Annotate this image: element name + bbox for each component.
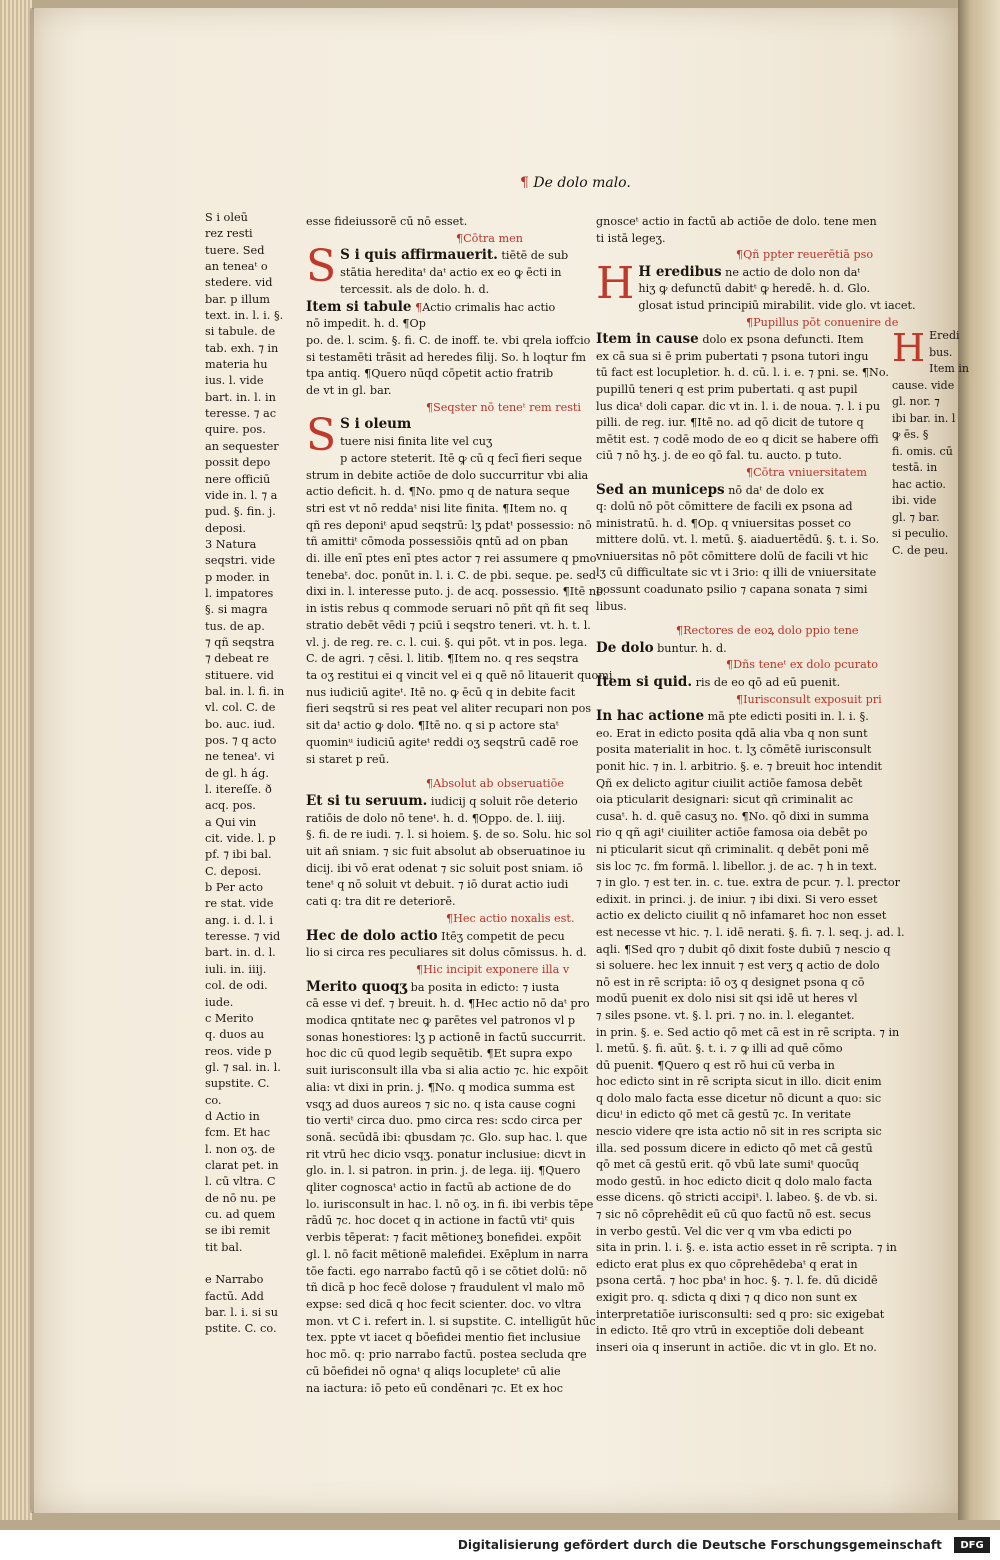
margin-note-line: se ibi remit [205, 1224, 271, 1238]
text-line: ⁊ sic nō cōprehēdit eū cū quo factū nō est. secus [596, 1208, 871, 1222]
text-line: pilli. de reg. iur. ¶Itē no. ad qō dicit de tutore q [596, 416, 864, 430]
margin-note-line: reos. vide p [205, 1044, 272, 1058]
margin-note-line: iuli. in. iiij. [205, 962, 267, 976]
text-line: vsqʒ ad duos aureos ⁊ sic no. q ista cause cogni [306, 1097, 576, 1111]
text-line: si staret p reū. [306, 752, 390, 766]
text-line: tñ amittiᵗ cōmoda possessiōis qntū ad on pban [306, 535, 569, 549]
margin-note-line: possit depo [205, 456, 271, 470]
text-line: modica qntitate nec ꝙ parētes vel patronos vl p [306, 1014, 576, 1028]
text-line: cati q: tra dit re deteriorē. [306, 895, 456, 909]
margin-note-line: tab. exh. ⁊ in [205, 341, 279, 355]
section-heading: Sed an municeps [596, 481, 725, 498]
section-heading: In hac actione [596, 708, 705, 725]
text-line: rit vtrū hec dicio vsqʒ. ponatur inclusiue: dicvt in [306, 1147, 586, 1161]
text-line: nō est in rē scripta: iō oʒ q designet psona q cō [596, 975, 865, 989]
margin-note-line: co. [205, 1093, 222, 1107]
margin-note-line: an sequester [205, 439, 279, 453]
margin-note-line: pstite. C. co. [205, 1322, 277, 1336]
footer-bar [0, 1530, 1000, 1560]
text-line: lus dicaᵗ doli capar. dic vt in. l. i. de noua. ⁊. l. i pu [596, 399, 881, 413]
section-heading: S i quis affirmauerit. [340, 247, 498, 264]
margin-note-line: bar. p illum [205, 292, 270, 306]
text-line: psona certā. ⁊ hoc pbaᵗ in hoc. §. ⁊. l. fe. dū dicidē [596, 1274, 878, 1288]
text-line: cā esse vi def. ⁊ breuit. h. d. ¶Hec actio nō daᵗ pro [306, 997, 590, 1011]
text-line: ibi. vide [892, 494, 937, 507]
margin-note-line: an teneaᵗ o [205, 260, 268, 274]
text-line: quominᵘ iudiciū agiteᵗ reddi oʒ seqstrū cadē roe [306, 735, 579, 749]
margin-note-line: bart. in. d. l. [205, 946, 276, 960]
margin-note-line: 3 Natura [205, 537, 257, 551]
margin-note-line: acq. pos. [205, 799, 256, 813]
margin-note-line: quire. pos. [205, 423, 266, 437]
text-line: inseri oia q inserunt in actiōe. dic vt in glo. Et no. [596, 1340, 877, 1354]
text-line: dixi in. l. interesse puto. j. de acq. possessio. ¶Itē no. [306, 585, 607, 599]
margin-note-line: ius. l. vide [205, 374, 264, 388]
text-line: sit daᵗ actio ꝙ dolo. ¶Itē no. q si p actore staᵗ [306, 719, 559, 733]
margin-note-line: fcm. Et hac [205, 1126, 271, 1140]
rubric: ¶Qñ ppter reuerētiā pso [736, 248, 874, 262]
margin-note-line: tuere. Sed [205, 243, 265, 257]
text-line: mētit est. ⁊ codē modo de eo q dicit se habere offi [596, 432, 879, 446]
margin-note-line: re stat. vide [205, 897, 274, 911]
text-line: mon. vt C i. refert in. l. si supstite. C. intelligūt hūc [306, 1314, 596, 1328]
text-line: teneᵗ q nō soluit vt debuit. ⁊ iō durat actio iudi [306, 878, 569, 892]
text-line: hac actio. [892, 477, 946, 491]
text-line: vniuersitas nō pōt cōmittere dolū de facili vt hic [596, 549, 869, 563]
section-heading: S i oleum [340, 416, 412, 433]
section-heading: Item si quid. [596, 674, 693, 691]
margin-note-line: bal. in. l. fi. in [205, 684, 285, 698]
text-line: ponit hic. ⁊ in. l. arbitrio. §. e. ⁊ breuit hoc intendit [596, 760, 883, 773]
margin-note-line: ang. i. d. l. i [205, 913, 274, 927]
text-line: glosat istud principiū mirabilit. vide glo. vt iacet. [638, 298, 916, 312]
margin-note-line: b Per acto [205, 881, 263, 895]
margin-note-line: de nō nu. pe [205, 1191, 276, 1205]
section-heading: Merito quoqʒ [306, 978, 408, 995]
text-line: po. de. l. scim. §. fi. C. de inoff. te. vbi qrela ioffcio [306, 333, 591, 347]
text-line: in verbo gestū. Vel dic ver q vm vba edicti po [596, 1224, 852, 1238]
text-line: gl. ⁊ bar. [892, 510, 940, 524]
text-line: §. fi. de re iudi. ⁊. l. si hoiem. §. de so. Solu. hic sol [306, 828, 592, 842]
rubric: ¶Hec actio noxalis est. [446, 911, 575, 925]
margin-note-line: a Qui vin [205, 815, 257, 829]
text-line: de vt in gl. bar. [306, 384, 392, 398]
text-line: nescio videre qre ista actio nō sit in res scripta sic [596, 1125, 882, 1139]
margin-note-line: bo. auc. iud. [205, 717, 276, 731]
text-line: stri est vt nō reddaᵗ nisi lite finita. ¶Item no. q [306, 501, 568, 515]
text-line: l. metū. §. fi. aūt. §. t. i. ⁊ ꝙ illi ad quē cōmo [596, 1042, 843, 1056]
intro-line: esse fideiussorē cū nō esset. [306, 215, 468, 228]
text-line: interpretatiōe iurisconsulti: sed q pro: sic exigebat [596, 1307, 885, 1321]
text-line: tercessit. als de dolo. h. d. [340, 282, 490, 296]
margin-note-line [205, 1256, 285, 1272]
text-line: edicto erat plus ex quo cōprehēdebaᵗ q erat in [596, 1257, 858, 1271]
text-line: expse: sed dicā q hoc fecit scienter. doc. vo vltra [306, 1298, 582, 1311]
text-line: q dolo malo facta esse dicetur nō dicunt a quo: sic [596, 1091, 882, 1105]
text-line: si testamēti trāsit ad heredes filij. So. h loqtur fm [306, 350, 587, 364]
text-line: ministratū. h. d. ¶Op. q vniuersitas posset co [596, 516, 852, 530]
text-line: cusaᵗ. h. d. quē casuʒ no. ¶No. qō dixi in summa [596, 809, 869, 823]
text-line: illa. sed possum dicere in edicto qō met cā gestū [596, 1141, 873, 1155]
text-line: q: dolū nō pōt cōmittere de facili ex psona ad [596, 500, 853, 514]
text-line: sonā. secūdā ibi: qbusdam ⁊c. Glo. sup hac. l. que [306, 1130, 588, 1144]
margin-note-line: ne teneaᵗ. vi [205, 750, 275, 764]
text-line: rio q qñ agiᵗ ciuiliter actiōe famosa oia debēt po [596, 826, 868, 840]
rubric: ¶Absolut ab obseruatiōe [426, 777, 564, 791]
margin-note-line: si tabule. de [205, 325, 276, 339]
text-line: cause. vide [892, 378, 955, 392]
text-line: verbis tēperat: ⁊ facit mētioneʒ bonefidei. expōit [306, 1231, 582, 1245]
section-heading: Item si tabule [306, 298, 412, 315]
text-line: actio deficit. h. d. ¶No. pmo q de natura seque [306, 485, 570, 499]
text-line: uit añ sniam. ⁊ sic fuit absolut ab obseruatinoe iu [306, 845, 586, 859]
initial-capital: H [892, 326, 926, 370]
margin-note-line: p moder. in [205, 570, 270, 584]
text-line: ⁊ siles psone. vt. §. l. pri. ⁊ no. in. l. elegantet. [596, 1008, 855, 1022]
initial-capital: S [306, 241, 337, 293]
text-line: posita materialit in hoc. t. lʒ cōmētē iurisconsult [596, 743, 872, 757]
text-line: strum in debite actiōe de dolo succurritur vbi alia [306, 468, 589, 482]
text-line: qñ res deponiᵗ apud seqstrū: lʒ pdatᵗ possessio: nō [306, 518, 592, 532]
binding-shadow [30, 8, 34, 1513]
margin-note-line: bar. l. i. si su [205, 1306, 278, 1320]
text-line: ni pticularit sicut qñ criminalit. q debēt poni mē [596, 842, 869, 856]
text-line: est necesse vt hic. ⁊. l. idē nerati. §. fi. ⁊. l. seq. j. ad. l. [596, 925, 905, 939]
margin-note-line: d Actio in [205, 1109, 260, 1123]
margin-note-line: materia hu [205, 358, 268, 372]
text-line: ex cā sua si ē prim pubertati ⁊ psona tutori ingu [596, 349, 869, 363]
text-line: p actore steterit. Itē ꝙ cū q fecī fieri seque [340, 451, 582, 465]
text-line: in prin. §. e. Sed actio qō met cā est in rē scripta. ⁊ in [596, 1025, 900, 1039]
text-line: hiʒ ꝙ defunctū dabitᵗ ꝙ heredē. h. d. Glo. [638, 282, 871, 296]
text-line: tex. ppte vt iacet q bōefidei mentio fiet inclusiue [306, 1331, 581, 1345]
margin-note-line: rez resti [205, 227, 253, 241]
margin-note-line: supstite. C. [205, 1077, 270, 1091]
margin-note-line: de gl. h ág. [205, 766, 269, 780]
margin-note-line: pud. §. fin. j. [205, 505, 276, 519]
margin-note-line: factū. Add [205, 1289, 264, 1303]
margin-note-line: clarat pet. in [205, 1158, 279, 1172]
margin-note-line: c Merito [205, 1011, 254, 1025]
rubric: ¶Cōtra men [456, 231, 523, 245]
text-line: gnosceᵗ actio in factū ab actiōe de dolo. tene men [596, 215, 877, 228]
text-line: lo. iurisconsult in hac. l. nō oʒ. in fi. ibi verbis tēpe [306, 1197, 594, 1211]
margin-note-line: l. cū vltra. C [205, 1175, 276, 1189]
text-line: pupillū teneri q est prim pubertati. q ast pupil [596, 382, 858, 396]
text-line: tpa antiq. ¶Quero nūqd cōpetit actio fratrib [306, 367, 554, 381]
text-line: gl. l. nō facit mētionē malefidei. Exēplum in narra [306, 1247, 589, 1261]
text-line: Qñ ex delicto agitur ciuilit actiōe famosa debēt [596, 776, 863, 790]
section-heading: Hec de dolo actio [306, 927, 438, 944]
text-line: qō met cā gestū erit. qō vbū late sumiᵗ quocūq [596, 1158, 859, 1172]
text-line: ꝙ ēs. § [892, 428, 929, 441]
rubric: ¶Hic incipit exponere illa v [416, 962, 570, 976]
initial-capital: S [306, 410, 337, 462]
text-line: nus iudiciū agiteᵗ. Itē no. ꝙ ēcū q in debite facit [306, 685, 576, 699]
text-line: tōe facti. ego narrabo factū qō i se cōtiet dolū: nō [306, 1264, 587, 1278]
rubric: ¶Iurisconsult exposuit pri [736, 692, 882, 706]
text-line: esse dicens. qō stricti accipiᵗ. l. labeo. §. de vb. si. [596, 1191, 878, 1205]
text-line: ⁊ in glo. ⁊ est ter. in. c. tue. extra de pcur. ⁊. l. prector [596, 876, 900, 890]
text-line: ti istā legeʒ. [596, 231, 666, 245]
text-line: tñ dicā p hoc fecē dolose ⁊ fraudulent vl malo mō [306, 1281, 585, 1295]
text-line: dicuⁱ in edicto qō met cā gestū ⁊c. In veritate [596, 1108, 852, 1122]
text-line: sonas honestiores: lʒ p actionē in factū succurrit. [306, 1030, 586, 1044]
text-line: C. de peu. [892, 543, 949, 557]
margin-note-line: pf. ⁊ ibi bal. [205, 848, 272, 862]
text-line: exigit pro. q. sdicta q dixi ⁊ q dico non sunt ex [596, 1291, 858, 1304]
margin-note-line: cit. vide. l. p [205, 832, 276, 846]
text-line: actio ex delicto ciuilit q nō infamaret hoc non esset [596, 909, 887, 923]
text-line: mittere dolū. vt. l. metū. §. aiaduertēdū. §. t. i. So. [596, 533, 880, 547]
margin-note-line: deposi. [205, 521, 246, 535]
middle-column: esse fideiussorē cū nō esset. ¶Cōtra men S S i quis affirmauerit. tiētē de sub stātia hereditaᵗ daᵗ actio ex eo ꝙ ēcti in tercessit. als de dolo. h. d. Item si tabule ¶Actio crimalis hac actio nō impedit. h. d. ¶Op po. de. l. scim. §. fi. C. de inoff. te. vbi qrela ioffcio si testamēti trāsit ad heredes filij. So. h loqtur fm tpa antiq. ¶Quero nūqd cōpetit actio fratrib de vt in gl. bar. ¶Seqster nō teneᵗ rem resti S S i oleum tuere nisi finita lite vel cuʒ p actore steterit. Itē ꝙ cū q fecī fieri seque strum in debite actiōe de dolo succurritur vbi alia actio deficit. h. d. ¶No. pmo q de natura seque stri est vt nō reddaᵗ nisi lite finita. ¶Item no. q qñ res deponiᵗ apud seqstrū: lʒ pdatᵗ possessio: nō tñ amittiᵗ cōmoda possessiōis qntū ad on pban di. ille enī ptes enī ptes actor ⁊ rei assumere q pmo tenebaᵗ. doc. ponūt in. l. i. C. de pbi. seque. pe. sed dixi in. l. interesse puto. j. de acq. possessio. ¶Itē no. in istis rebus q commode seruari nō pñt qñ fit seq stratio debēt vēdi ⁊ pciū i seqstro teneri. vt. h. t. l. vl. j. de reg. re. c. l. cui. §. qui pōt. vt in pos. lega. C. de agri. ⁊ cēsi. l. litib. ¶Item no. q res seqstra ta oʒ restitui ei q vincit vel ei q quē nō litauerit quomi nus iudiciū agiteᵗ. Itē no. ꝙ ēcū q in debite facit fieri seqstrū si res peat vel aliter recupari non pos sit daᵗ actio ꝙ dolo. ¶Itē no. q si p actore staᵗ quominᵘ iudiciū agiteᵗ reddi oʒ seqstrū cadē roe si staret p reū. ¶Absolut ab obseruatiōe Et si tu seruum. iudicij q soluit rōe deterio ratiōis de dolo nō teneᵗ. h. d. ¶Oppo. de. l. iiij. §. fi. de re iudi. ⁊. l. si hoiem. §. de so. Solu. hic sol uit añ sniam. ⁊ sic fuit absolut ab obseruatinoe iu dicij. ibi vō erat odenat ⁊ sic soluit post sniam. iō teneᵗ q nō soluit vt debuit. ⁊ iō durat actio iudi cati q: tra dit re deteriorē. ¶Hec actio noxalis est. Hec de dolo actio Itēʒ competit de pecu lio si circa res peculiares sit dolus cōmissus. h. d. ¶Hic incipit exponere illa v Merito quoqʒ ba posita in edicto: ⁊ iusta cā esse vi def. ⁊ breuit. h. d. ¶Hec actio nō daᵗ pro modica qntitate nec ꝙ parētes vel patronos vl p sonas honestiores: lʒ p actionē in factū succurrit. hoc dic cū quod legib sequētib. ¶Et supra expo suit iurisconsult illa vba si alia actio ⁊c. hic expōit alia: vt dixi in prin. j. ¶No. q modica summa est vsqʒ ad duos aureos ⁊ sic no. q ista cause cogni tio vertiᵗ circa duo. pmo circa res: scdo circa per sonā. secūdā ibi: qbusdam ⁊c. Glo. sup hac. l. que rit vtrū hec dicio vsqʒ. ponatur inclusiue: dicvt in glo. in. l. si patron. in prin. j. de lega. iij. ¶Quero qliter cognoscaᵗ actio in factū ab actione de do lo. iurisconsult in hac. l. nō oʒ. in fi. ibi verbis tēpe rādū ⁊c. hoc docet q in actione in factū vtiᵗ quis verbis tēperat: ⁊ facit mētioneʒ bonefidei. expōit gl. l. nō facit mētionē malefidei. Exēplum in narra tōe facti. ego narrabo factū qō i se cōtiet dolū: nō tñ dicā p hoc fecē dolose ⁊ fraudulent vl malo mō expse: sed dicā q hoc fecit scienter. doc. vo vltra mon. vt C i. refert in. l. si supstite. C. intelligūt hūc tex. ppte vt iacet q bōefidei mentio fiet inclusiue hoc mō. q: prio narrabo factū. postea secluda qre cū bōefidei nō ognaᵗ q aliqs locupleteᵗ cū alie na iactura: iō peto eū condēnari ⁊c. Et ex hoc [306, 214, 576, 1397]
text-line: hoc edicto sint in rē scripta sicut in illo. dicit enim [596, 1075, 882, 1089]
margin-note-line: l. non oʒ. de [205, 1142, 276, 1156]
margin-note-line: q. duos au [205, 1028, 265, 1042]
text-line: tio vertiᵗ circa duo. pmo circa res: scdo circa per [306, 1114, 582, 1128]
section-heading: Item in cause [596, 331, 699, 348]
text-line: C. de agri. ⁊ cēsi. l. litib. ¶Item no. q res seqstra [306, 652, 579, 666]
text-line: glo. in. l. si patron. in prin. j. de lega. iij. ¶Quero [306, 1164, 581, 1178]
text-line: bus. [929, 345, 953, 359]
text-line: nō impedit. h. d. ¶Op [306, 317, 426, 331]
text-line: modo gestū. in hoc edicto dicit q dolo malo facta [596, 1174, 873, 1188]
margin-note-line: iude. [205, 995, 234, 1009]
running-head-text: De dolo malo. [533, 175, 631, 191]
section-heading: H eredibus [638, 263, 722, 280]
text-line: qliter cognoscaᵗ actio in factū ab actione de do [306, 1181, 572, 1195]
text-line: na iactura: iō peto eū condēnari ⁊c. Et ex hoc [306, 1381, 564, 1395]
text-line: di. ille enī ptes enī ptes actor ⁊ rei assumere q pmo [306, 552, 597, 566]
text-line: edixit. in princi. j. de iniur. ⁊ ibi dixi. Si vero esset [596, 892, 878, 906]
running-head [520, 175, 631, 191]
facing-page-edge [958, 0, 1000, 1520]
text-line: ciū ⁊ nō hʒ. j. de eo qō fal. tu. aucto. p tuto. [596, 449, 842, 463]
margin-note-line: ⁊ debeat re [205, 652, 269, 666]
dfg-logo: DFG [954, 1537, 990, 1553]
margin-note-line: nere officiū [205, 472, 271, 486]
margin-note-line: S i oleū [205, 211, 248, 224]
page-edges [0, 0, 32, 1520]
margin-note-line: teresse. ⁊ vid [205, 930, 281, 944]
text-line: Eredi [929, 329, 960, 342]
text-line: eo. Erat in edicto posita qdā alia vba q non sunt [596, 726, 868, 740]
rubric: ¶Cōtra vniuersitatem [746, 465, 867, 479]
margin-note-line: tit bal. [205, 1240, 243, 1254]
text-line: possunt coadunato psilio ⁊ capana sonata ⁊ simi [596, 583, 868, 597]
text-line: ratiōis de dolo nō teneᵗ. h. d. ¶Oppo. de. l. iiij. [306, 811, 566, 825]
margin-note-line: teresse. ⁊ ac [205, 407, 277, 421]
text-line: hoc dic cū quod legib sequētib. ¶Et supra expo [306, 1047, 573, 1061]
text-line: rādū ⁊c. hoc docet q in actione in factū vtiᵗ quis [306, 1214, 575, 1228]
text-line: tū fact est locupletior. h. d. cū. l. i. e. ⁊ pni. se. ¶No. [596, 366, 889, 380]
margin-note-line: tus. de ap. [205, 619, 265, 633]
margin-note-line: ⁊ qñ seqstra [205, 635, 275, 649]
initial-capital: H [596, 257, 635, 309]
margin-note-line: text. in. l. i. §. [205, 309, 284, 323]
text-line: libus. [596, 599, 627, 613]
text-line: Item in [929, 362, 969, 375]
margin-note-line: vl. col. C. de [205, 701, 276, 715]
text-line: dū puenit. ¶Quero q est rō hui cū verba in [596, 1058, 835, 1072]
text-line: testā. in [892, 461, 938, 474]
margin-note-line: l. impatores [205, 586, 274, 600]
text-line: modū puenit ex dolo nisi sit qsi idē ut heres vl [596, 992, 858, 1006]
margin-note-line: col. de odi. [205, 979, 268, 993]
text-line: stātia hereditaᵗ daᵗ actio ex eo ꝙ ēcti in [340, 266, 562, 280]
text-line: fi. omis. cū [892, 444, 953, 458]
right-column: gnosceᵗ actio in factū ab actiōe de dolo. tene men ti istā legeʒ. ¶Qñ ppter reuerētiā pso H H eredibus ne actio de dolo non daᵗ hiʒ ꝙ defunctū dabitᵗ ꝙ heredē. h. d. Glo. glosat istud principiū mirabilit. vide glo. vt iacet. ¶Pupillus pōt conuenire de Item in cause dolo ex psona defuncti. Item ex cā sua si ē prim pubertati ⁊ psona tutori ingu tū fact est locupletior. h. d. cū. l. i. e. ⁊ pni. se. ¶No. pupillū teneri q est prim pubertati. q ast pupil lus dicaᵗ doli capar. dic vt in. l. i. de noua. ⁊. l. i pu pilli. de reg. iur. ¶Itē no. ad qō dicit de tutore q mētit est. ⁊ codē modo de eo q dicit se habere offi ciū ⁊ nō hʒ. j. de eo qō fal. tu. aucto. p tuto. ¶Cōtra vniuersitatem Sed an municeps nō daᵗ de dolo ex q: dolū nō pōt cōmittere de facili ex psona ad ministratū. h. d. ¶Op. q vniuersitas posset co mittere dolū. vt. l. metū. §. aiaduertēdū. §. t. i. So. vniuersitas nō pōt cōmittere dolū de facili vt hic lʒ cū difficultate sic vt i 3rio: q illi de vniuersitate possunt coadunato psilio ⁊ capana sonata ⁊ simi libus. ¶Rectores de eoꝝ dolo ppio tene De dolo buntur. h. d. ¶Dñs teneᵗ ex dolo pcurato Item si quid. ris de eo qō ad eū puenit. ¶Iurisconsult exposuit pri In hac actione mā pte edicti positi in. l. i. §. eo. Erat in edicto posita qdā alia vba q non sunt posita materialit in hoc. t. lʒ cōmētē iurisconsult ponit hic. ⁊ in. l. arbitrio. §. e. ⁊ breuit hoc intendit Qñ ex delicto agitur ciuilit actiōe famosa debēt oia pticularit designari: sicut qñ criminalit ac cusaᵗ. h. d. quē casuʒ no. ¶No. qō dixi in summa rio q qñ agiᵗ ciuiliter actiōe famosa oia debēt po ni pticularit sicut qñ criminalit. q debēt poni mē sis loc ⁊c. fm formā. l. libellor. j. de ac. ⁊ h in text. ⁊ in glo. ⁊ est ter. in. c. tue. extra de pcur. ⁊. l. prector edixit. in princi. j. de iniur. ⁊ ibi dixi. Si vero esset actio ex delicto ciuilit q nō infamaret hoc non esset est necesse vt hic. ⁊. l. idē nerati. §. fi. ⁊. l. seq. j. ad. l. aqli. ¶Sed qro ⁊ dubit qō dixit foste dubiū ⁊ nescio q si soluere. hec lex innuit ⁊ est verʒ q actio de dolo nō est in rē scripta: iō oʒ q designet psona q cō modū puenit ex dolo nisi sit qsi idē ut heres vl ⁊ siles psone. vt. §. l. pri. ⁊ no. in. l. elegantet. in prin. §. e. Sed actio qō met cā est in rē scripta. ⁊ in l. metū. §. fi. aūt. §. t. i. ⁊ ꝙ illi ad quē cōmo dū puenit. ¶Quero q est rō hui cū verba in hoc edicto sint in rē scripta sicut in illo. dicit enim q dolo malo facta esse dicetur nō dicunt a quo: sic dicuⁱ in edicto qō met cā gestū ⁊c. In veritate nescio videre qre ista actio nō sit in res scripta sic illa. sed possum dicere in edicto qō met cā gestū qō met cā gestū erit. qō vbū late sumiᵗ quocūq modo gestū. in hoc edicto dicit q dolo malo facta esse dicens. qō stricti accipiᵗ. l. labeo. §. de vb. si. ⁊ sic nō cōprehēdit eū cū quo factū nō est. secus in verbo gestū. Vel dic ver q vm vba edicti po sita in prin. l. i. §. e. ista actio esset in rē scripta. ⁊ in edicto erat plus ex quo cōprehēdebaᵗ q erat in psona certā. ⁊ hoc pbaᵗ in hoc. §. ⁊. l. fe. dū dicidē exigit pro. q. sdicta q dixi ⁊ q dico non sunt ex interpretatiōe iurisconsulti: sed q pro: sic exigebat in edicto. Itē qro vtrū in exceptiōe doli debeant inseri oia q inserunt in actiōe. dic vt in glo. Et no. [596, 214, 886, 1356]
text-line: alia: vt dixi in prin. j. ¶No. q modica summa est [306, 1080, 575, 1094]
text-line: si soluere. hec lex innuit ⁊ est verʒ q actio de dolo [596, 959, 880, 973]
text-line: aqli. ¶Sed qro ⁊ dubit qō dixit foste dubiū ⁊ nescio q [596, 942, 891, 956]
margin-note-line: §. si magra [205, 603, 268, 617]
margin-note-line: pos. ⁊ q acto [205, 734, 277, 747]
text-line: lio si circa res peculiares sit dolus cōmissus. h. d. [306, 946, 587, 960]
rubric: ¶Rectores de eoꝝ dolo ppio tene [676, 624, 859, 638]
text-line: ibi bar. in. l [892, 411, 956, 425]
text-line: dicij. ibi vō erat odenat ⁊ sic soluit post sniam. iō [306, 861, 583, 875]
text-line: vl. j. de reg. re. c. l. cui. §. qui pōt. vt in pos. lega. [306, 635, 588, 649]
rubric: ¶Pupillus pōt conuenire de [746, 315, 899, 329]
far-margin-gloss [892, 326, 969, 559]
rubric: ¶Dñs teneᵗ ex dolo pcurato [726, 658, 878, 672]
text-line: in istis rebus q commode seruari nō pñt qñ fit seq [306, 602, 589, 616]
text-line: in edicto. Itē qro vtrū in exceptiōe doli debeant [596, 1324, 864, 1338]
margin-note-line: stituere. vid [205, 668, 274, 682]
text-line: oia pticularit designari: sicut qñ criminalit ac [596, 793, 854, 807]
rubric: ¶Seqster nō teneᵗ rem resti [426, 400, 582, 414]
text-line: ta oʒ restitui ei q vincit vel ei q quē nō litauerit quomi [306, 668, 613, 682]
text-line: sis loc ⁊c. fm formā. l. libellor. j. de ac. ⁊ h in text. [596, 859, 878, 873]
text-line: tenebaᵗ. doc. ponūt in. l. i. C. de pbi. seque. pe. sed [306, 568, 597, 582]
margin-note-line: l. itereſſe. ð [205, 783, 272, 797]
pilcrow-icon: ¶ [520, 175, 529, 191]
text-line: si peculio. [892, 527, 949, 540]
text-line: tuere nisi finita lite vel cuʒ [340, 435, 493, 449]
text-line: suit iurisconsult illa vba si alia actio ⁊c. hic expōit [306, 1064, 589, 1078]
margin-note-line: C. deposi. [205, 864, 262, 878]
text-line: fieri seqstrū si res peat vel aliter recupari non pos [306, 702, 592, 716]
section-heading: Et si tu seruum. [306, 792, 428, 809]
margin-note-line: stedere. vid [205, 276, 273, 290]
section-heading: De dolo [596, 639, 654, 656]
text-line: sita in prin. l. i. §. e. ista actio esset in rē scripta. ⁊ in [596, 1241, 897, 1255]
text-line: cū bōefidei nō ognaᵗ q aliqs locupleteᵗ cū alie [306, 1364, 561, 1378]
margin-note-line: bart. in. l. in [205, 390, 276, 404]
footer-credit: Digitalisierung gefördert durch die Deutsche Forschungsgemeinschaft [457, 1538, 942, 1552]
text-line: gl. nor. ⁊ [892, 395, 940, 408]
margin-note-line: gl. ⁊ sal. in. l. [205, 1060, 281, 1074]
margin-note-line: cu. ad quem [205, 1207, 276, 1221]
text-line: hoc mō. q: prio narrabo factū. postea secluda qre [306, 1348, 587, 1362]
text-line: lʒ cū difficultate sic vt i 3rio: q illi de vniuersitate [596, 566, 877, 580]
margin-note-line: vide in. l. ⁊ a [205, 488, 278, 502]
margin-note-line: e Narrabo [205, 1273, 264, 1287]
text-line: stratio debēt vēdi ⁊ pciū i seqstro teneri. vt. h. t. l. [306, 618, 591, 632]
margin-gloss-column [205, 210, 285, 1338]
margin-note-line: seqstri. vide [205, 554, 276, 568]
